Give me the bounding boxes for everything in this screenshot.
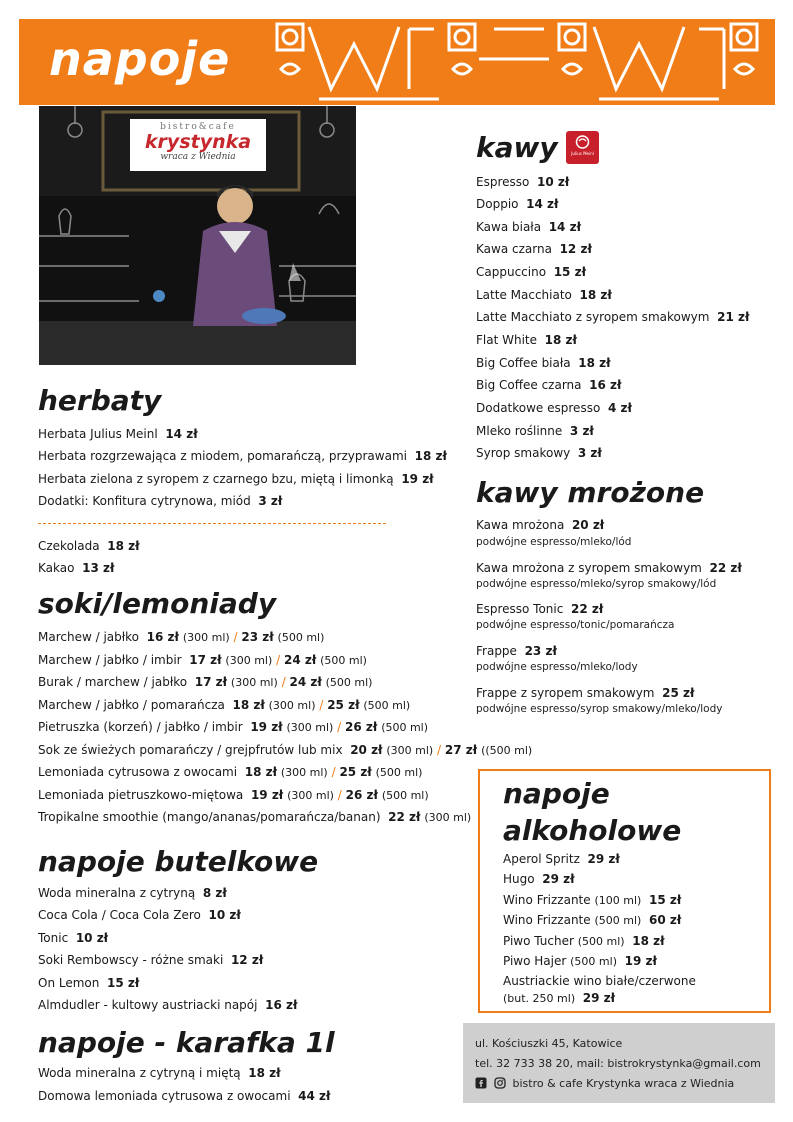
menu-item: Latte Macchiato 18 zł [476,288,612,302]
menu-item: Herbata Julius Meinl 14 zł [38,427,198,441]
section-title-karafka: napoje - karafka 1l [38,1026,335,1059]
menu-item: Kawa mrożona z syropem smakowym 22 zł [476,561,742,575]
menu-item: Kawa mrożona 20 zł [476,518,605,532]
section-title-kawy: kawy [476,131,558,164]
menu-item: Wino Frizzante (500 ml) 60 zł [503,913,682,927]
menu-item: Espresso 10 zł [476,175,570,189]
menu-item: Tropikalne smoothie (mango/ananas/pomarańcza/banan) 22 zł (300 ml) [38,810,472,824]
menu-item: Cappuccino 15 zł [476,265,587,279]
menu-item: Soki Rembowscy - różne smaki 12 zł [38,953,264,967]
menu-item: (but. 250 ml) 29 zł [503,991,616,1005]
menu-item: Kawa czarna 12 zł [476,242,592,256]
menu-item: Frappe z syropem smakowym 25 zł [476,686,695,700]
menu-item: Wino Frizzante (100 ml) 15 zł [503,893,682,907]
menu-item: Doppio 14 zł [476,197,559,211]
section-title-soki: soki/lemoniady [38,587,277,620]
menu-item: Flat White 18 zł [476,333,577,347]
address: ul. Kościuszki 45, Katowice [475,1037,623,1050]
menu-item: Lemoniada pietruszkowo-miętowa 19 zł (300 ml) / 26 zł (500 ml) [38,788,429,802]
menu-item: Marchew / jabłko / imbir 17 zł (300 ml) / 24 zł (500 ml) [38,653,367,667]
menu-item: Burak / marchew / jabłko 17 zł (300 ml) / 24 zł (500 ml) [38,675,373,689]
menu-item: Domowa lemoniada cytrusowa z owocami 44 zł [38,1089,331,1103]
menu-item: Woda mineralna z cytryną 8 zł [38,886,227,900]
dashed-divider [38,523,386,524]
menu-item: Tonic 10 zł [38,931,109,945]
menu-item: Piwo Tucher (500 ml) 18 zł [503,934,665,948]
section-title-herbaty: herbaty [38,384,162,417]
menu-item: Piwo Hajer (500 ml) 19 zł [503,954,657,968]
item-description: podwójne espresso/mleko/lód [476,536,632,548]
menu-item: Woda mineralna z cytryną i miętą 18 zł [38,1066,281,1080]
menu-item: Coca Cola / Coca Cola Zero 10 zł [38,908,241,922]
menu-item: Espresso Tonic 22 zł [476,602,604,616]
menu-item: Dodatkowe espresso 4 zł [476,401,632,415]
item-description: podwójne espresso/tonic/pomarańcza [476,619,675,631]
menu-item: On Lemon 15 zł [38,976,140,990]
menu-item: Aperol Spritz 29 zł [503,852,620,866]
section-title-alkohol-2: alkoholowe [503,814,682,847]
instagram-icon[interactable] [494,1077,506,1089]
menu-item: Kakao 13 zł [38,561,115,575]
menu-item: Sok ze świeżych pomarańczy / grejpfrutów lub mix 20 zł (300 ml) / 27 zł ((500 ml) [38,743,533,757]
menu-item: Czekolada 18 zł [38,539,140,553]
menu-item: Latte Macchiato z syropem smakowym 21 zł [476,310,750,324]
item-description: podwójne espresso/mleko/lody [476,661,638,673]
item-description: podwójne espresso/mleko/syrop smakowy/lód [476,578,717,590]
julius-meinl-logo: Julius Meinl [566,131,599,164]
contact-footer [463,1023,775,1103]
social-name: bistro & cafe Krystynka wraca z Wiednia [512,1077,735,1090]
menu-item: Pietruszka (korzeń) / jabłko / imbir 19 zł (300 ml) / 26 zł (500 ml) [38,720,429,734]
menu-item: Almdudler - kultowy austriacki napój 16 zł [38,998,298,1012]
menu-item: Mleko roślinne 3 zł [476,424,594,438]
menu-item: Kawa biała 14 zł [476,220,582,234]
menu-item: Dodatki: Konfitura cytrynowa, miód 3 zł [38,494,283,508]
folk-pattern-icon [259,19,775,105]
menu-item: Big Coffee czarna 16 zł [476,378,622,392]
facebook-icon[interactable] [475,1077,487,1089]
menu-item: Hugo 29 zł [503,872,575,886]
cafe-illustration [39,106,356,365]
menu-item: Austriackie wino białe/czerwone [503,974,696,988]
header-banner [19,19,775,105]
menu-item: Big Coffee biała 18 zł [476,356,611,370]
section-title-mrozone: kawy mrożone [476,476,705,509]
menu-item: Syrop smakowy 3 zł [476,446,602,460]
social-line [475,1077,734,1090]
menu-item: Frappe 23 zł [476,644,557,658]
section-title-butelkowe: napoje butelkowe [38,845,319,878]
page-title: napoje [49,32,231,86]
menu-item: Marchew / jabłko 16 zł (300 ml) / 23 zł (500 ml) [38,630,325,644]
menu-item: Marchew / jabłko / pomarańcza 18 zł (300 ml) / 25 zł (500 ml) [38,698,411,712]
menu-item: Lemoniada cytrusowa z owocami 18 zł (300 ml) / 25 zł (500 ml) [38,765,423,779]
bistro-logo: bistro&cafe krystynka wraca z Wiednia [130,119,266,171]
menu-item: Herbata rozgrzewająca z miodem, pomarańczą, przyprawami 18 zł [38,449,447,463]
item-description: podwójne espresso/syrop smakowy/mleko/lody [476,703,723,715]
contact-info[interactable]: tel. 32 733 38 20, mail: bistrokrystynka@gmail.com [475,1057,761,1070]
section-title-alkohol: napoje [503,777,610,810]
menu-item: Herbata zielona z syropem z czarnego bzu, miętą i limonką 19 zł [38,472,434,486]
